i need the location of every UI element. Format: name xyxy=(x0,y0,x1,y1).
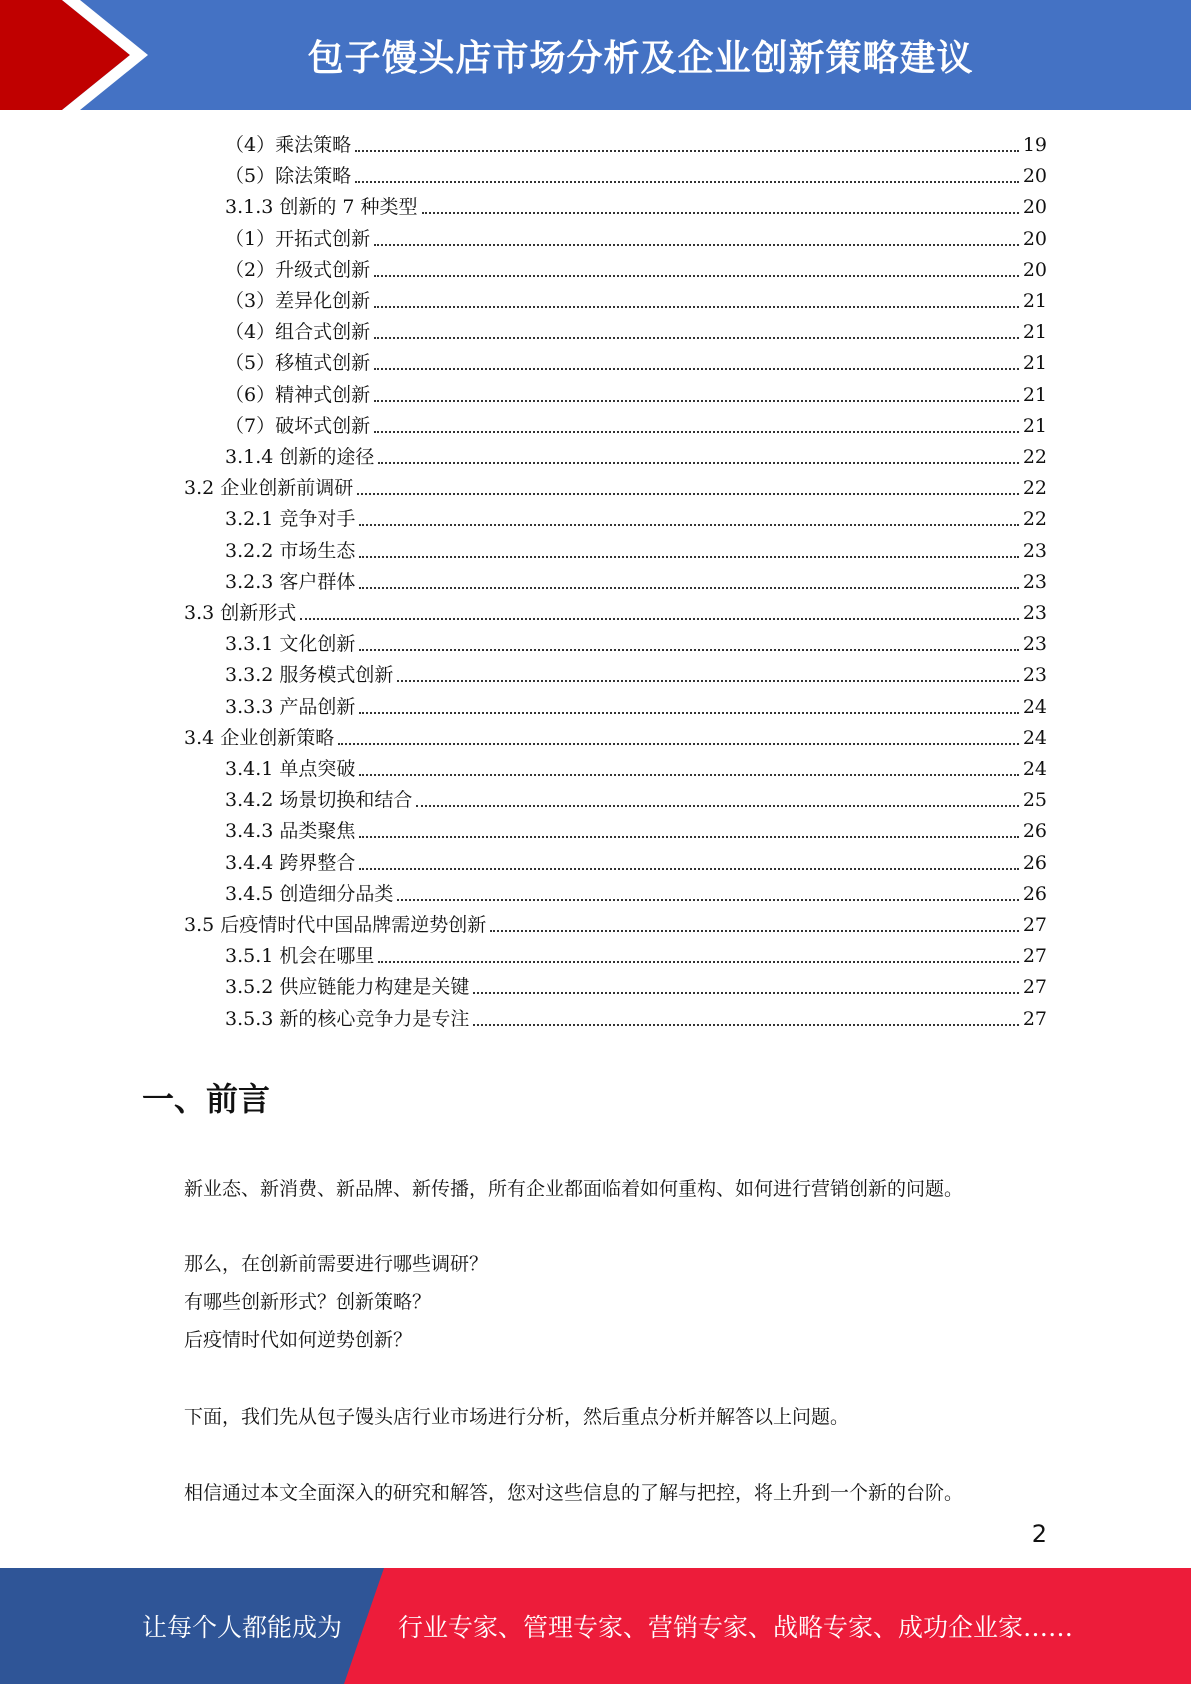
toc-entry-label: 3.2.2 市场生态 xyxy=(225,539,356,562)
toc-entry-label: （5）除法策略 xyxy=(225,165,352,188)
toc-leader-dots xyxy=(355,148,1019,152)
toc-leader-dots xyxy=(374,398,1019,402)
toc-entry-label: （3）差异化创新 xyxy=(225,290,371,312)
toc-entry-label: 3.2 企业创新前调研 xyxy=(184,477,354,500)
header-title: 包子馒头店市场分析及企业创新策略建议 xyxy=(307,37,974,79)
toc-entry[interactable] xyxy=(0,188,1047,219)
toc-entry-label: 3.1.4 创新的途径 xyxy=(225,446,375,468)
toc-leader-dots xyxy=(490,928,1019,932)
toc-leader-dots xyxy=(378,959,1019,963)
toc-leader-dots xyxy=(359,522,1019,526)
toc-entry[interactable] xyxy=(0,812,1047,843)
toc-entry-page: 26 xyxy=(1022,820,1047,843)
toc-entry-page: 20 xyxy=(1022,227,1047,250)
toc-entry-label: （1）开拓式创新 xyxy=(225,227,371,250)
toc-entry[interactable] xyxy=(0,344,1047,375)
toc-leader-dots xyxy=(397,897,1019,901)
toc-entry[interactable] xyxy=(0,532,1047,563)
toc-entry[interactable] xyxy=(0,126,1047,157)
toc-entry-page: 20 xyxy=(1022,258,1047,281)
page-header xyxy=(0,0,1191,110)
toc-entry-label: （4）乘法策略 xyxy=(225,134,352,156)
toc-leader-dots xyxy=(378,460,1019,464)
toc-entry-label: 3.4.2 场景切换和结合 xyxy=(225,789,413,812)
toc-entry-label: 3.4.1 单点突破 xyxy=(225,758,356,780)
toc-entry[interactable] xyxy=(0,251,1047,282)
toc-entry-page: 27 xyxy=(1022,976,1047,999)
toc-entry-label: 3.4.4 跨界整合 xyxy=(225,851,356,874)
toc-leader-dots xyxy=(374,242,1019,246)
toc-entry-page: 20 xyxy=(1022,196,1047,219)
toc-entry-page: 20 xyxy=(1022,165,1047,188)
toc-entry[interactable] xyxy=(0,844,1047,875)
toc-leader-dots xyxy=(359,710,1019,714)
toc-leader-dots xyxy=(359,866,1019,870)
toc-entry[interactable] xyxy=(0,563,1047,594)
toc-entry[interactable] xyxy=(0,1000,1047,1031)
toc-entry-page: 21 xyxy=(1022,321,1047,344)
toc-entry[interactable] xyxy=(0,500,1047,531)
section-heading: 一、前言 xyxy=(142,1080,271,1118)
toc-entry-page: 22 xyxy=(1022,446,1047,468)
toc-leader-dots xyxy=(359,834,1019,838)
question-line: 后疫情时代如何逆势创新？ xyxy=(184,1329,413,1351)
toc-entry-page: 23 xyxy=(1022,539,1047,562)
toc-entry-page: 27 xyxy=(1022,914,1047,936)
toc-leader-dots xyxy=(416,803,1019,807)
toc-entry-label: 3.5.1 机会在哪里 xyxy=(225,945,375,968)
toc-leader-dots xyxy=(355,179,1019,183)
toc-entry-page: 26 xyxy=(1022,882,1047,905)
toc-entry[interactable] xyxy=(0,157,1047,188)
toc-entry[interactable] xyxy=(0,282,1047,313)
toc-entry-page: 24 xyxy=(1022,758,1047,780)
toc-entry[interactable] xyxy=(0,937,1047,968)
toc-entry[interactable] xyxy=(0,469,1047,500)
header-arrow-graphic xyxy=(0,0,160,110)
toc-entry-page: 19 xyxy=(1022,134,1047,156)
toc-leader-dots xyxy=(359,772,1019,776)
toc-entry[interactable] xyxy=(0,407,1047,438)
toc-leader-dots xyxy=(397,678,1019,682)
toc-entry-label: 3.5 后疫情时代中国品牌需逆势创新 xyxy=(184,914,487,936)
toc-entry-label: 3.3.2 服务模式创新 xyxy=(225,664,394,687)
toc-entry-page: 22 xyxy=(1022,508,1047,531)
question-line: 那么，在创新前需要进行哪些调研？ xyxy=(184,1253,489,1275)
toc-entry[interactable] xyxy=(0,719,1047,750)
toc-entry[interactable] xyxy=(0,781,1047,812)
toc-entry[interactable] xyxy=(0,688,1047,719)
toc-entry-label: 3.4.3 品类聚焦 xyxy=(225,820,356,843)
toc-leader-dots xyxy=(422,210,1019,214)
toc-entry-label: 3.3.1 文化创新 xyxy=(225,633,356,656)
toc-entry[interactable] xyxy=(0,438,1047,469)
toc-entry-label: 3.4.5 创造细分品类 xyxy=(225,882,394,905)
toc-entry-page: 21 xyxy=(1022,352,1047,375)
toc-leader-dots xyxy=(300,616,1019,620)
toc-entry-page: 24 xyxy=(1022,695,1047,718)
toc-leader-dots xyxy=(374,429,1019,433)
toc-leader-dots xyxy=(374,273,1019,277)
toc-leader-dots xyxy=(338,741,1019,745)
toc-entry-label: 3.4 企业创新策略 xyxy=(184,726,335,749)
toc-entry-label: 3.2.3 客户群体 xyxy=(225,570,356,593)
closing-paragraph: 相信通过本文全面深入的研究和解答，您对这些信息的了解与把控，将上升到一个新的台阶。 xyxy=(184,1482,964,1504)
toc-entry-page: 23 xyxy=(1022,664,1047,687)
toc-entry-page: 21 xyxy=(1022,383,1047,406)
footer-slogan-left: 让每个人都能成为 xyxy=(142,1613,343,1642)
question-line: 有哪些创新形式？创新策略？ xyxy=(184,1291,432,1313)
toc-leader-dots xyxy=(473,990,1019,994)
toc-entry-page: 26 xyxy=(1022,851,1047,874)
toc-entry-label: （4）组合式创新 xyxy=(225,321,371,344)
toc-entry-page: 22 xyxy=(1022,477,1047,500)
toc-entry-page: 24 xyxy=(1022,726,1047,749)
toc-entry-page: 21 xyxy=(1022,414,1047,437)
toc-entry[interactable] xyxy=(0,594,1047,625)
toc-entry[interactable] xyxy=(0,376,1047,407)
toc-entry-label: 3.2.1 竞争对手 xyxy=(225,508,356,531)
analysis-paragraph: 下面，我们先从包子馒头店行业市场进行分析，然后重点分析并解答以上问题。 xyxy=(184,1406,850,1428)
toc-entry-label: （5）移植式创新 xyxy=(225,352,371,375)
toc-leader-dots xyxy=(374,335,1019,339)
intro-paragraph: 新业态、新消费、新品牌、新传播，所有企业都面临着如何重构、如何进行营销创新的问题。 xyxy=(184,1178,964,1200)
toc-entry-label: 3.3 创新形式 xyxy=(184,602,297,624)
toc-entry[interactable] xyxy=(0,750,1047,781)
toc-entry-page: 23 xyxy=(1022,633,1047,656)
toc-entry-label: （6）精神式创新 xyxy=(225,383,371,406)
toc-entry[interactable] xyxy=(0,313,1047,344)
toc-entry-page: 27 xyxy=(1022,945,1047,968)
toc-entry[interactable] xyxy=(0,220,1047,251)
toc-entry-label: 3.5.2 供应链能力构建是关键 xyxy=(225,976,470,999)
toc-entry-page: 23 xyxy=(1022,602,1047,624)
toc-entry-page: 25 xyxy=(1022,789,1047,812)
toc-leader-dots xyxy=(359,554,1019,558)
toc-entry-label: （2）升级式创新 xyxy=(225,258,371,281)
toc-leader-dots xyxy=(357,491,1019,495)
toc-entry-label: 3.5.3 新的核心竞争力是专注 xyxy=(225,1007,470,1030)
page-number: 2 xyxy=(1031,1520,1047,1548)
footer-slogan-right: 行业专家、管理专家、营销专家、战略专家、成功企业家…… xyxy=(398,1613,1074,1642)
toc-entry-page: 21 xyxy=(1022,290,1047,312)
toc-leader-dots xyxy=(359,647,1019,651)
toc-entry-label: 3.3.3 产品创新 xyxy=(225,695,356,718)
page-footer xyxy=(0,1568,1191,1684)
toc-entry[interactable] xyxy=(0,625,1047,656)
toc-leader-dots xyxy=(359,585,1019,589)
toc-entry-label: 3.1.3 创新的 7 种类型 xyxy=(225,196,418,219)
toc-entry[interactable] xyxy=(0,656,1047,687)
toc-leader-dots xyxy=(374,366,1019,370)
toc-leader-dots xyxy=(374,304,1019,308)
toc-entry[interactable] xyxy=(0,906,1047,937)
toc-entry-page: 23 xyxy=(1022,570,1047,593)
toc-entry-label: （7）破坏式创新 xyxy=(225,414,371,437)
toc-entry[interactable] xyxy=(0,875,1047,906)
toc-leader-dots xyxy=(473,1022,1019,1026)
toc-entry[interactable] xyxy=(0,968,1047,999)
toc-entry-page: 27 xyxy=(1022,1007,1047,1030)
